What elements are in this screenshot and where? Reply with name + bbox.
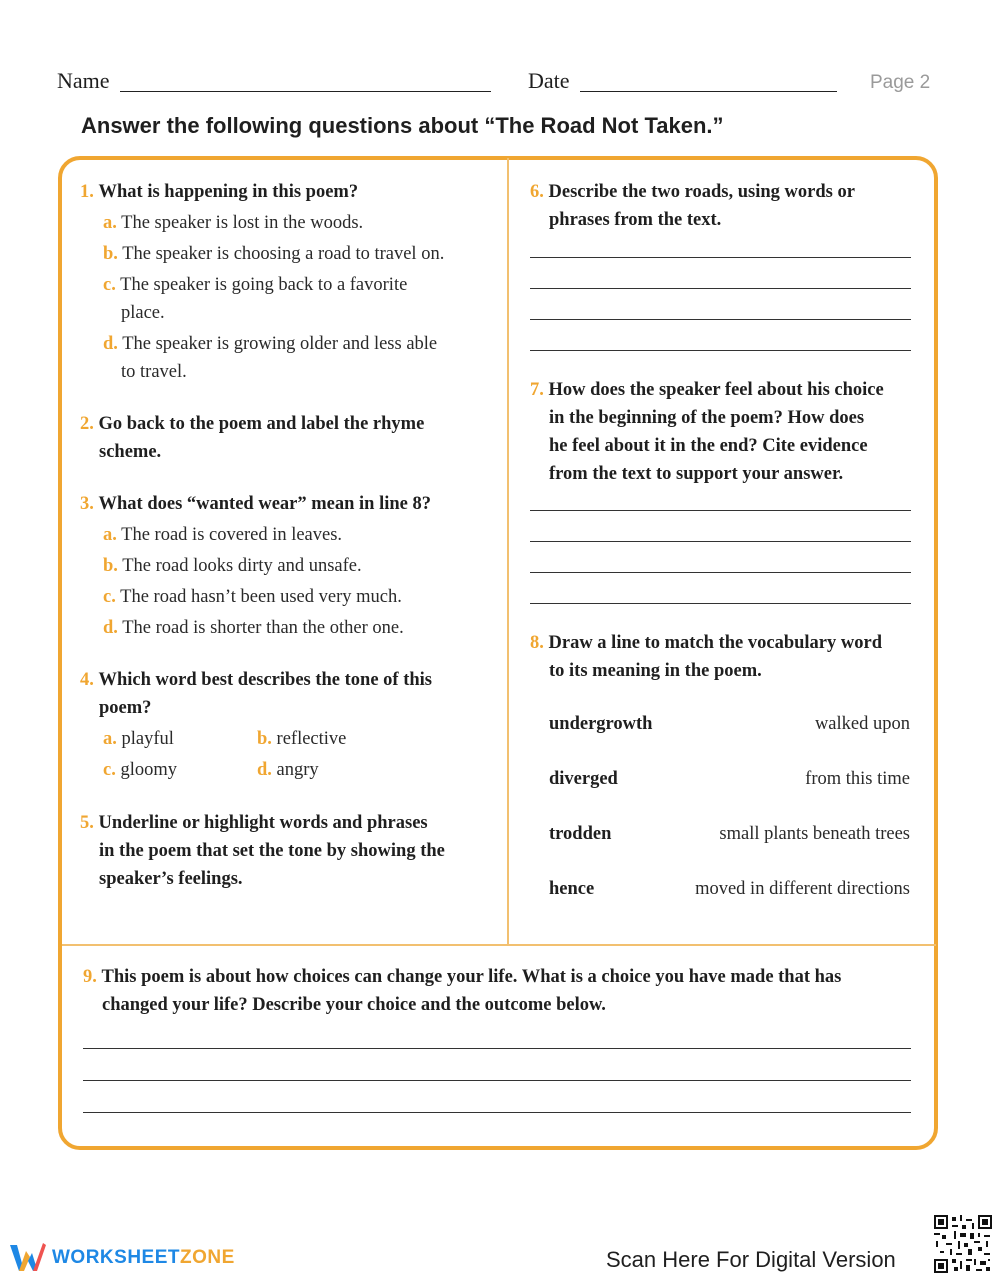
- question-text-cont: poem?: [99, 698, 152, 718]
- question-text-cont: phrases from the text.: [549, 210, 722, 230]
- q1-option-a[interactable]: [103, 209, 363, 237]
- vocab-word[interactable]: hence: [549, 879, 595, 899]
- answer-line[interactable]: [530, 541, 911, 542]
- worksheetzone-logo[interactable]: [10, 1243, 235, 1273]
- answer-line[interactable]: [530, 319, 911, 320]
- option-letter: c.: [103, 760, 116, 780]
- option-text: The road is shorter than the other one.: [122, 618, 404, 638]
- logo-w-icon: [10, 1243, 46, 1273]
- option-text: gloomy: [120, 760, 177, 780]
- question-text-cont: from the text to support your answer.: [549, 464, 844, 484]
- question-number: 2.: [80, 414, 94, 434]
- question-text-cont: speaker’s feelings.: [99, 869, 243, 889]
- question-text: Underline or highlight words and phrases: [98, 813, 428, 833]
- name-label: Name: [57, 68, 110, 93]
- question-text: Go back to the poem and label the rhyme: [98, 414, 425, 434]
- answer-line[interactable]: [530, 350, 911, 351]
- option-letter: d.: [257, 760, 272, 780]
- question-text: What does “wanted wear” mean in line 8?: [98, 494, 431, 514]
- vocab-meaning[interactable]: walked upon: [814, 714, 910, 734]
- answer-line[interactable]: [530, 288, 911, 289]
- question-number: 7.: [530, 380, 544, 400]
- option-text: reflective: [276, 729, 347, 749]
- question-5: [80, 809, 445, 893]
- question-text-cont: he feel about it in the end? Cite evidence: [549, 436, 868, 456]
- q3-option-a[interactable]: [103, 521, 342, 549]
- question-text-cont: in the beginning of the poem? How does: [549, 408, 865, 428]
- option-text: angry: [276, 760, 319, 780]
- question-number: 4.: [80, 670, 94, 690]
- vocab-word[interactable]: diverged: [549, 769, 618, 789]
- date-field[interactable]: [580, 91, 837, 92]
- question-number: 6.: [530, 182, 544, 202]
- answer-line[interactable]: [83, 1048, 911, 1049]
- vocab-meaning[interactable]: small plants beneath trees: [719, 824, 910, 844]
- logo-text: WORKSHEETZONE: [52, 1247, 235, 1268]
- vocab-word[interactable]: trodden: [549, 824, 612, 844]
- option-text: The road looks dirty and unsafe.: [122, 556, 362, 576]
- question-number: 1.: [80, 182, 94, 202]
- q1-option-c[interactable]: [103, 271, 407, 327]
- option-text-cont: to travel.: [121, 362, 187, 382]
- qr-code-icon[interactable]: [934, 1215, 992, 1273]
- column-divider: [507, 158, 509, 944]
- option-text: The speaker is choosing a road to travel on.: [122, 244, 445, 264]
- option-text: The speaker is growing older and less able: [122, 334, 438, 354]
- question-text: What is happening in this poem?: [98, 182, 359, 202]
- vocab-meaning[interactable]: from this time: [805, 769, 910, 789]
- answer-line[interactable]: [530, 572, 911, 573]
- question-6: [530, 178, 855, 234]
- scan-caption: Scan Here For Digital Version: [606, 1247, 896, 1272]
- question-text-cont: scheme.: [99, 442, 162, 462]
- answer-line[interactable]: [83, 1080, 911, 1081]
- answer-line[interactable]: [530, 603, 911, 604]
- vocab-meaning[interactable]: moved in different directions: [695, 879, 910, 899]
- question-text-cont: in the poem that set the tone by showing the: [99, 841, 445, 861]
- question-text: This poem is about how choices can change your life. What is a choice you have made that has: [101, 967, 842, 987]
- row-divider: [62, 944, 936, 946]
- q1-option-d[interactable]: [103, 330, 437, 386]
- option-letter: d.: [103, 334, 118, 354]
- option-letter: a.: [103, 525, 117, 545]
- option-text: playful: [121, 729, 174, 749]
- question-number: 5.: [80, 813, 94, 833]
- q3-option-c[interactable]: [103, 583, 402, 611]
- question-1: [80, 178, 358, 206]
- question-3: [80, 490, 431, 518]
- question-4: [80, 666, 432, 722]
- name-field[interactable]: [120, 91, 491, 92]
- question-9: [83, 963, 841, 1019]
- option-text: The road is covered in leaves.: [121, 525, 343, 545]
- option-letter: b.: [103, 556, 118, 576]
- question-text-cont: to its meaning in the poem.: [549, 661, 762, 681]
- q3-option-b[interactable]: [103, 552, 362, 580]
- option-letter: d.: [103, 618, 118, 638]
- answer-line[interactable]: [530, 510, 911, 511]
- question-text: How does the speaker feel about his choice: [548, 380, 884, 400]
- option-letter: c.: [103, 275, 116, 295]
- option-text: The road hasn’t been used very much.: [120, 587, 402, 607]
- question-number: 3.: [80, 494, 94, 514]
- question-text-cont: changed your life? Describe your choice and the outcome below.: [102, 995, 606, 1015]
- option-letter: a.: [103, 729, 117, 749]
- q3-option-d[interactable]: [103, 614, 404, 642]
- question-number: 9.: [83, 967, 97, 987]
- question-text: Draw a line to match the vocabulary word: [548, 633, 882, 653]
- option-text: The speaker is lost in the woods.: [121, 213, 364, 233]
- q1-option-b[interactable]: [103, 240, 444, 268]
- answer-line[interactable]: [83, 1112, 911, 1113]
- vocab-word[interactable]: undergrowth: [549, 714, 653, 734]
- option-letter: a.: [103, 213, 117, 233]
- option-letter: b.: [103, 244, 118, 264]
- option-text: The speaker is going back to a favorite: [120, 275, 408, 295]
- instructions-heading: Answer the following questions about “The Road Not Taken.”: [81, 113, 724, 138]
- question-text: Which word best describes the tone of this: [98, 670, 433, 690]
- question-number: 8.: [530, 633, 544, 653]
- option-letter: c.: [103, 587, 116, 607]
- option-letter: b.: [257, 729, 272, 749]
- q4-option-b[interactable]: [257, 725, 346, 753]
- question-8: [530, 629, 882, 685]
- date-label: Date: [528, 68, 570, 93]
- page-number: Page 2: [870, 72, 931, 93]
- q4-option-a[interactable]: [103, 725, 174, 753]
- answer-line[interactable]: [530, 257, 911, 258]
- question-text: Describe the two roads, using words or: [548, 182, 855, 202]
- option-text-cont: place.: [121, 303, 165, 323]
- q4-option-d[interactable]: [257, 756, 319, 784]
- question-7: [530, 376, 884, 488]
- question-2: [80, 410, 424, 466]
- q4-option-c[interactable]: [103, 756, 177, 784]
